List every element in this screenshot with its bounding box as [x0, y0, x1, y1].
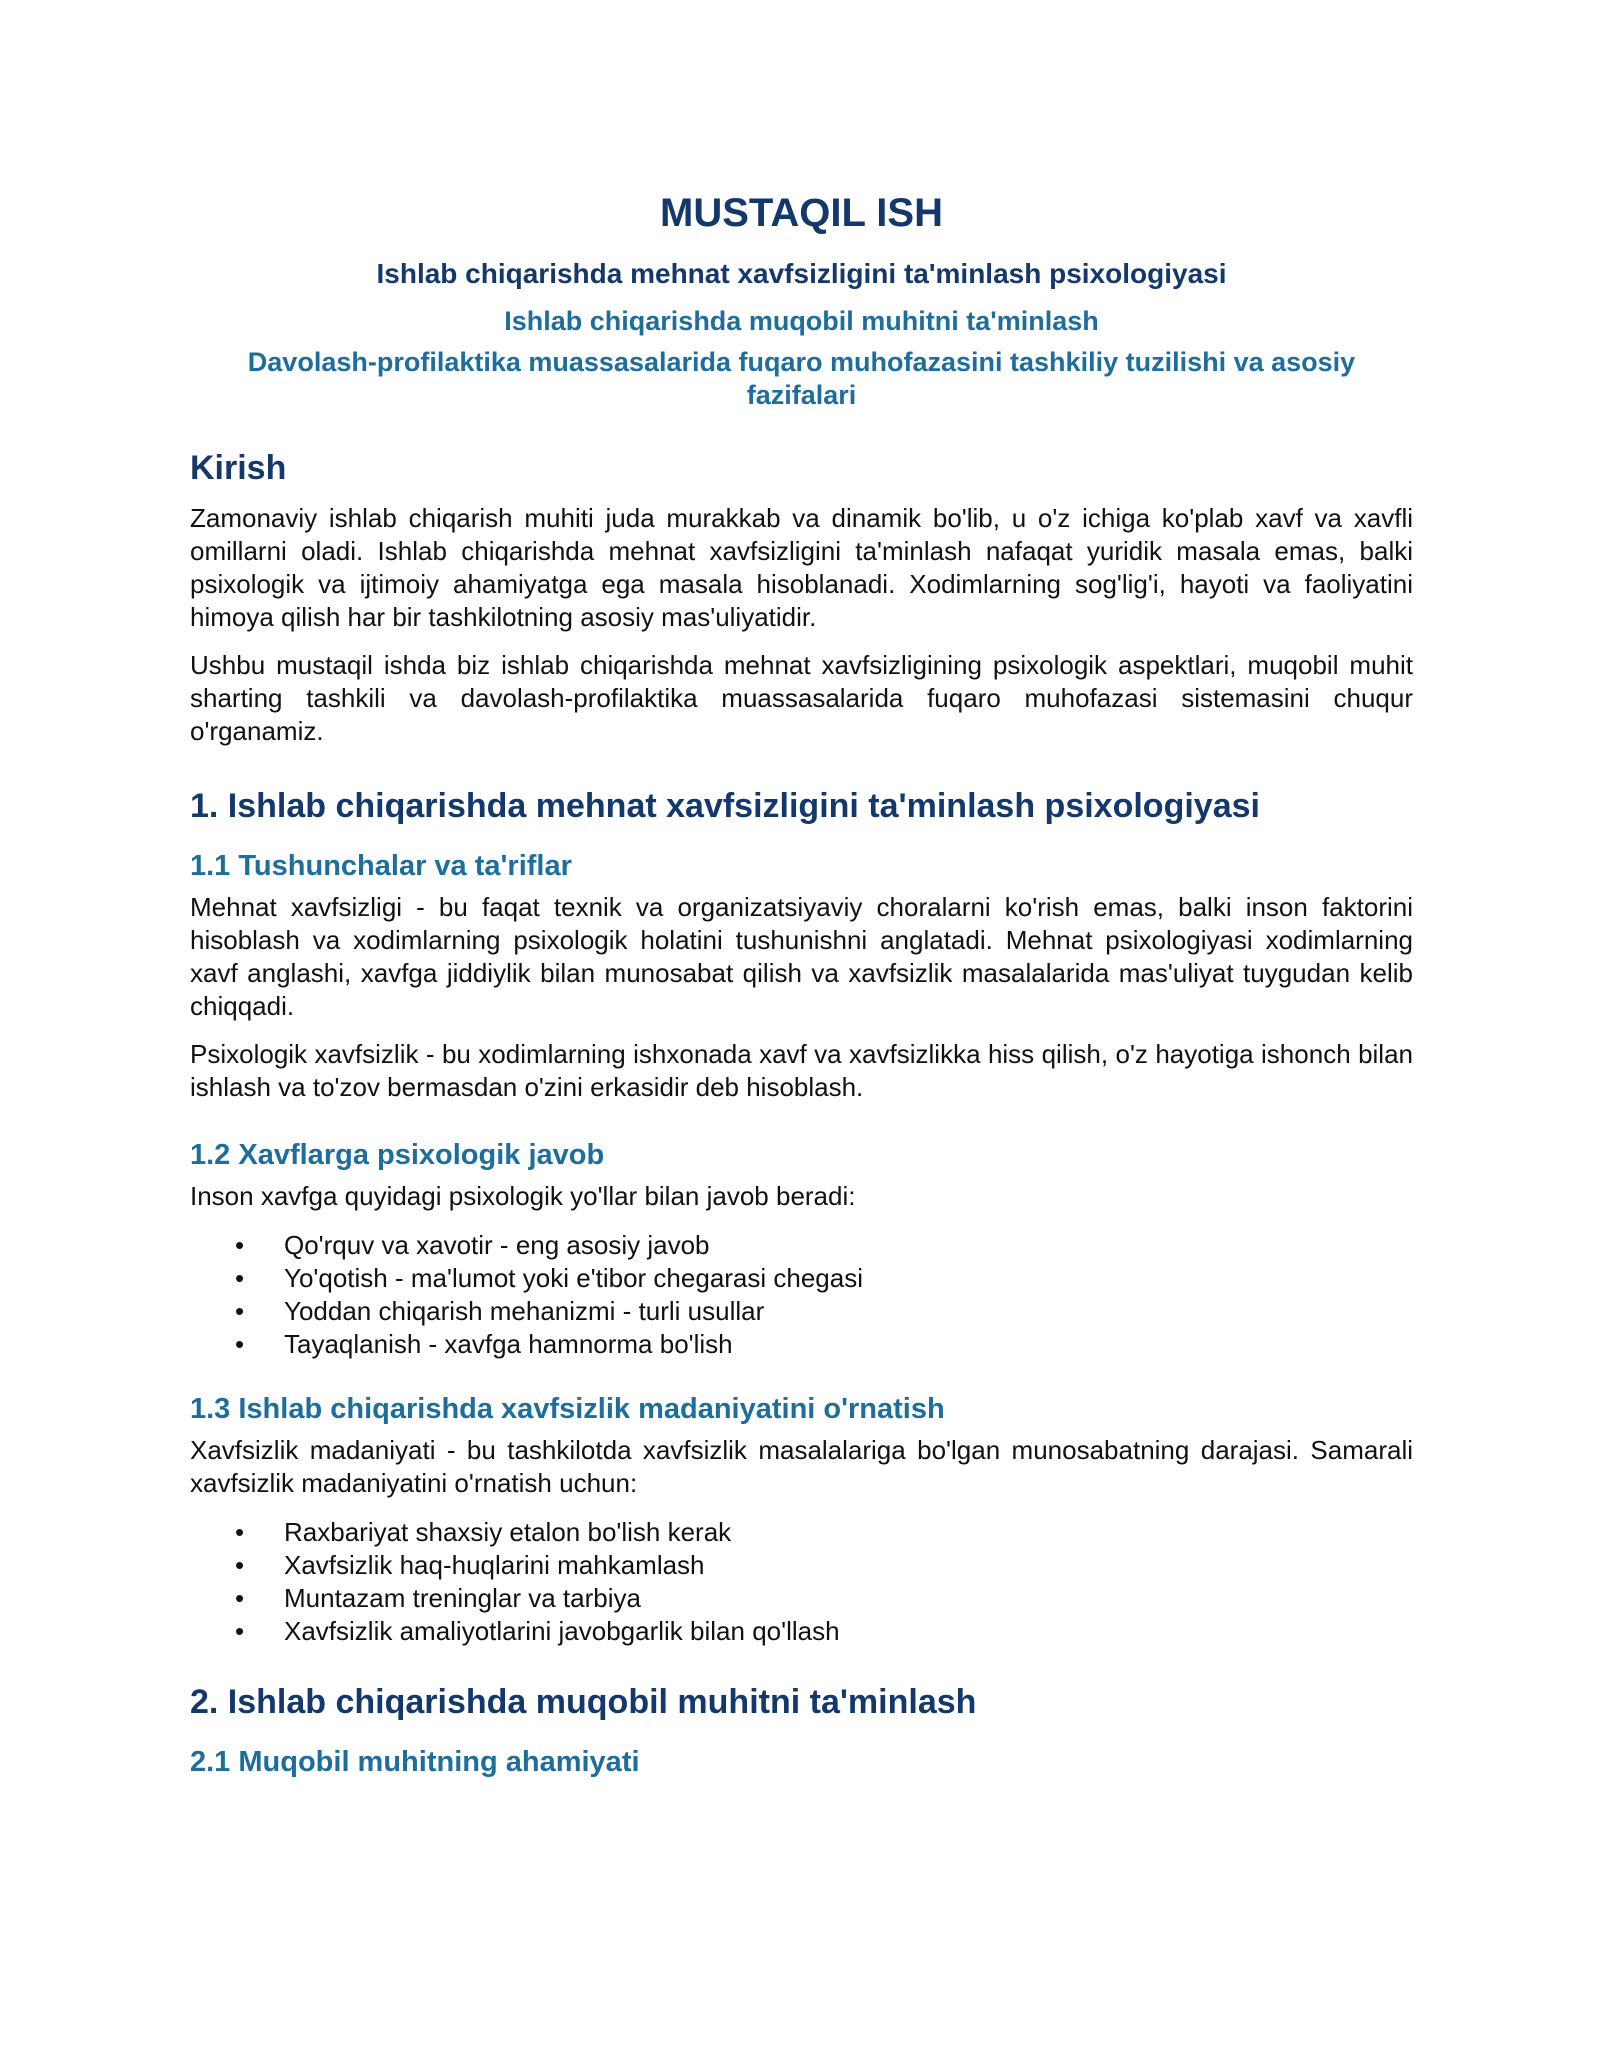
document-page	[190, 0, 1413, 1782]
section-1-3-bullet-list	[190, 1516, 1413, 1648]
section-1-3-heading: 1.3 Ishlab chiqarishda xavfsizlik madaniyatini o'rnatish	[190, 1393, 945, 1425]
list-item	[190, 1328, 1413, 1361]
list-item-text: Xavfsizlik amaliyotlarini javobgarlik bilan qo'llash	[284, 1616, 840, 1646]
section-2-heading: 2. Ishlab chiqarishda muqobil muhitni ta'minlash	[190, 1683, 977, 1721]
bullet-glyph: •	[235, 1583, 245, 1613]
document-subtitle: Ishlab chiqarishda mehnat xavfsizligini ta'minlash psixologiyasi	[376, 258, 1227, 289]
intro-paragraph-2: Ushbu mustaqil ishda biz ishlab chiqarishda mehnat xavfsizligining psixologik aspektlari, muqobil muhit sharting tashkili va davolash-profilaktika muassasalarida fuqaro muhofazasi sistemasini chuqur o'rganamiz.	[190, 650, 1413, 746]
bullet-glyph: •	[235, 1550, 245, 1580]
bullet-glyph: •	[235, 1329, 245, 1359]
section-1-1-paragraph-1: Mehnat xavfsizligi - bu faqat texnik va organizatsiyaviy choralarni ko'rish emas, balki inson faktorini hisoblash va xodimlarning psixologik holatini tushunishni anglatadi. Mehnat psixologiyasi xodimlarning xavf anglashi, xavfga jiddiylik bilan munosabat qilish va xavfsizlik masalalarida mas'uliyat tuygudan kelib chiqqadi.	[190, 892, 1413, 1021]
list-item	[190, 1615, 1413, 1648]
document-subtitle-3: Davolash-profilaktika muassasalarida fuqaro muhofazasini tashkiliy tuzilishi va asosiy fazifalari	[247, 347, 1356, 410]
list-item-text: Qo'rquv va xavotir - eng asosiy javob	[284, 1230, 710, 1260]
section-1-3-intro: Xavfsizlik madaniyati - bu tashkilotda xavfsizlik masalalariga bo'lgan munosabatning darajasi. Samarali xavfsizlik madaniyatini o'rnatish uchun:	[190, 1435, 1413, 1498]
bullet-glyph: •	[235, 1263, 245, 1293]
list-item-text: Tayaqlanish - xavfga hamnorma bo'lish	[284, 1329, 733, 1359]
list-item	[190, 1516, 1413, 1549]
list-item	[190, 1262, 1413, 1295]
list-item-text: Raxbariyat shaxsiy etalon bo'lish kerak	[284, 1517, 732, 1547]
bullet-glyph: •	[235, 1517, 245, 1547]
section-1-heading: 1. Ishlab chiqarishda mehnat xavfsizligini ta'minlash psixologiyasi	[190, 787, 1260, 825]
list-item-text: Xavfsizlik haq-huqlarini mahkamlash	[284, 1550, 705, 1580]
section-2-1-heading: 2.1 Muqobil muhitning ahamiyati	[190, 1746, 640, 1778]
list-item	[190, 1582, 1413, 1615]
intro-paragraph-1: Zamonaviy ishlab chiqarish muhiti juda murakkab va dinamik bo'lib, u o'z ichiga ko'plab xavf va xavfli omillarni oladi. Ishlab chiqarishda mehnat xavfsizligini ta'minlash nafaqat yuridik masala emas, balki psixologik va ijtimoiy ahamiyatga ega masala hisoblanadi. Xodimlarning sog'lig'i, hayoti va faoliyatini himoya qilish har bir tashkilotning asosiy mas'uliyatidir.	[190, 503, 1413, 632]
list-item-text: Yo'qotish - ma'lumot yoki e'tibor chegarasi chegasi	[284, 1263, 864, 1293]
list-item-text: Yoddan chiqarish mehanizmi - turli usullar	[284, 1296, 765, 1326]
document-subtitle-2: Ishlab chiqarishda muqobil muhitni ta'minlash	[504, 306, 1099, 336]
bullet-glyph: •	[235, 1296, 245, 1326]
section-1-2-bullet-list	[190, 1229, 1413, 1361]
bullet-glyph: •	[235, 1230, 245, 1260]
list-item-text: Muntazam treninglar va tarbiya	[284, 1583, 641, 1613]
section-1-1-paragraph-2: Psixologik xavfsizlik - bu xodimlarning ishxonada xavf va xavfsizlikka hiss qilish, o'z hayotiga ishonch bilan ishlash va to'zov bermasdan o'zini erkasidir deb hisoblash.	[190, 1039, 1413, 1102]
section-1-1-heading: 1.1 Tushunchalar va ta'riflar	[190, 850, 572, 882]
section-1-2-heading: 1.2 Xavflarga psixologik javob	[190, 1139, 605, 1171]
document-title: MUSTAQIL ISH	[660, 191, 943, 235]
intro-heading: Kirish	[190, 449, 287, 487]
list-item	[190, 1295, 1413, 1328]
section-1-2-intro: Inson xavfga quyidagi psixologik yo'llar bilan javob beradi:	[190, 1181, 856, 1211]
title-block	[190, 0, 1413, 412]
list-item	[190, 1549, 1413, 1582]
list-item	[190, 1229, 1413, 1262]
bullet-glyph: •	[235, 1616, 245, 1646]
